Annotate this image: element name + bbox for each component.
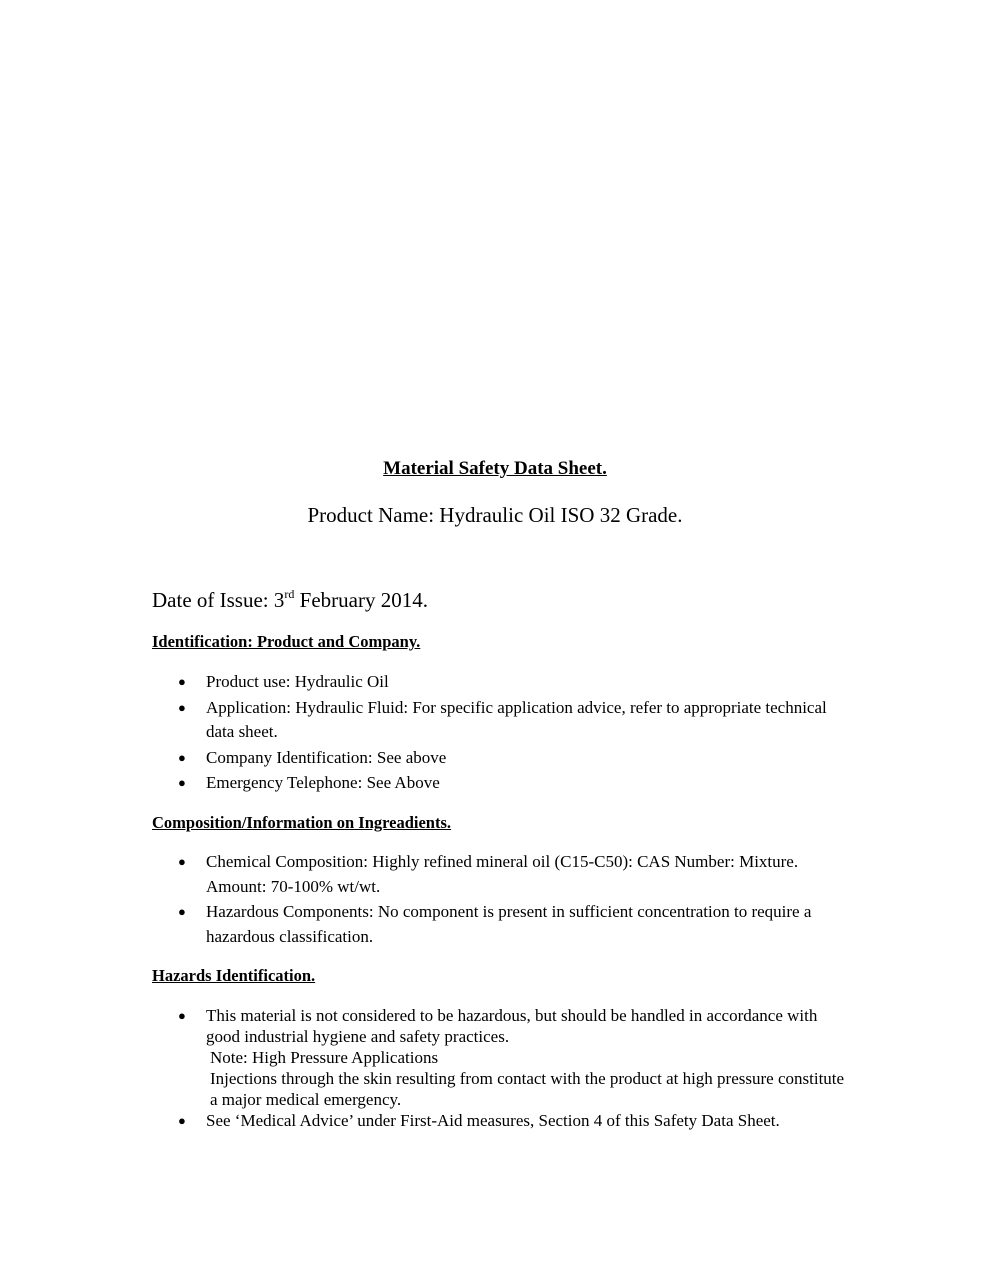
section-heading-hazards: Hazards Identification.	[152, 966, 316, 985]
list-item-text: This material is not considered to be hazardous, but should be handled in accordance with good industrial hygiene and safety practices.	[206, 1006, 818, 1046]
list-item-text: Hazardous Components: No component is present in sufficient concentration to require a hazardous classification.	[206, 902, 812, 946]
list-item	[152, 670, 852, 695]
bullet-icon: ●	[178, 904, 186, 919]
hazards-list	[152, 1005, 852, 1131]
list-item-text: Product use: Hydraulic Oil	[206, 672, 389, 691]
date-ordinal-suffix: rd	[284, 587, 295, 601]
bullet-icon: ●	[178, 854, 186, 869]
list-item-text: Emergency Telephone: See Above	[206, 773, 440, 792]
list-item-text: Company Identification: See above	[206, 747, 447, 767]
list-item	[152, 1005, 852, 1110]
bullet-icon: ●	[178, 1113, 186, 1128]
list-item	[152, 746, 852, 771]
list-item-text: Chemical Composition: Highly refined mineral oil (C15-C50): CAS Number: Mixture. Amount: 70-100% wt/wt.	[206, 852, 799, 896]
date-prefix: Date of Issue: 3	[152, 588, 285, 612]
bullet-icon: ●	[178, 699, 186, 715]
list-item-text: See ‘Medical Advice’ under First-Aid measures, Section 4 of this Safety Data Sheet.	[206, 1111, 780, 1130]
list-item	[152, 1110, 852, 1131]
composition-list	[152, 850, 812, 950]
section-heading-composition: Composition/Information on Ingreadients.	[152, 813, 452, 832]
list-item	[152, 850, 812, 899]
date-of-issue	[152, 587, 428, 613]
list-item	[152, 900, 812, 949]
document-title: Material Safety Data Sheet.	[383, 458, 607, 479]
list-item	[152, 771, 852, 796]
list-item	[152, 696, 852, 745]
identification-list	[152, 670, 852, 797]
note-text: Injections through the skin resulting from contact with the product at high pressure constitute a major medical emergency.	[210, 1069, 845, 1109]
bullet-icon: ●	[178, 674, 186, 689]
note-heading: Note: High Pressure Applications	[210, 1048, 439, 1067]
bullet-icon: ●	[178, 749, 186, 765]
section-heading-identification: Identification: Product and Company.	[152, 632, 421, 651]
bullet-icon: ●	[178, 775, 186, 790]
date-rest: February 2014.	[294, 588, 428, 612]
bullet-icon: ●	[178, 1008, 186, 1023]
product-name: Product Name: Hydraulic Oil ISO 32 Grade.	[307, 503, 683, 527]
list-item-text: Application: Hydraulic Fluid: For specific application advice, refer to appropriate technical data sheet.	[206, 697, 827, 741]
